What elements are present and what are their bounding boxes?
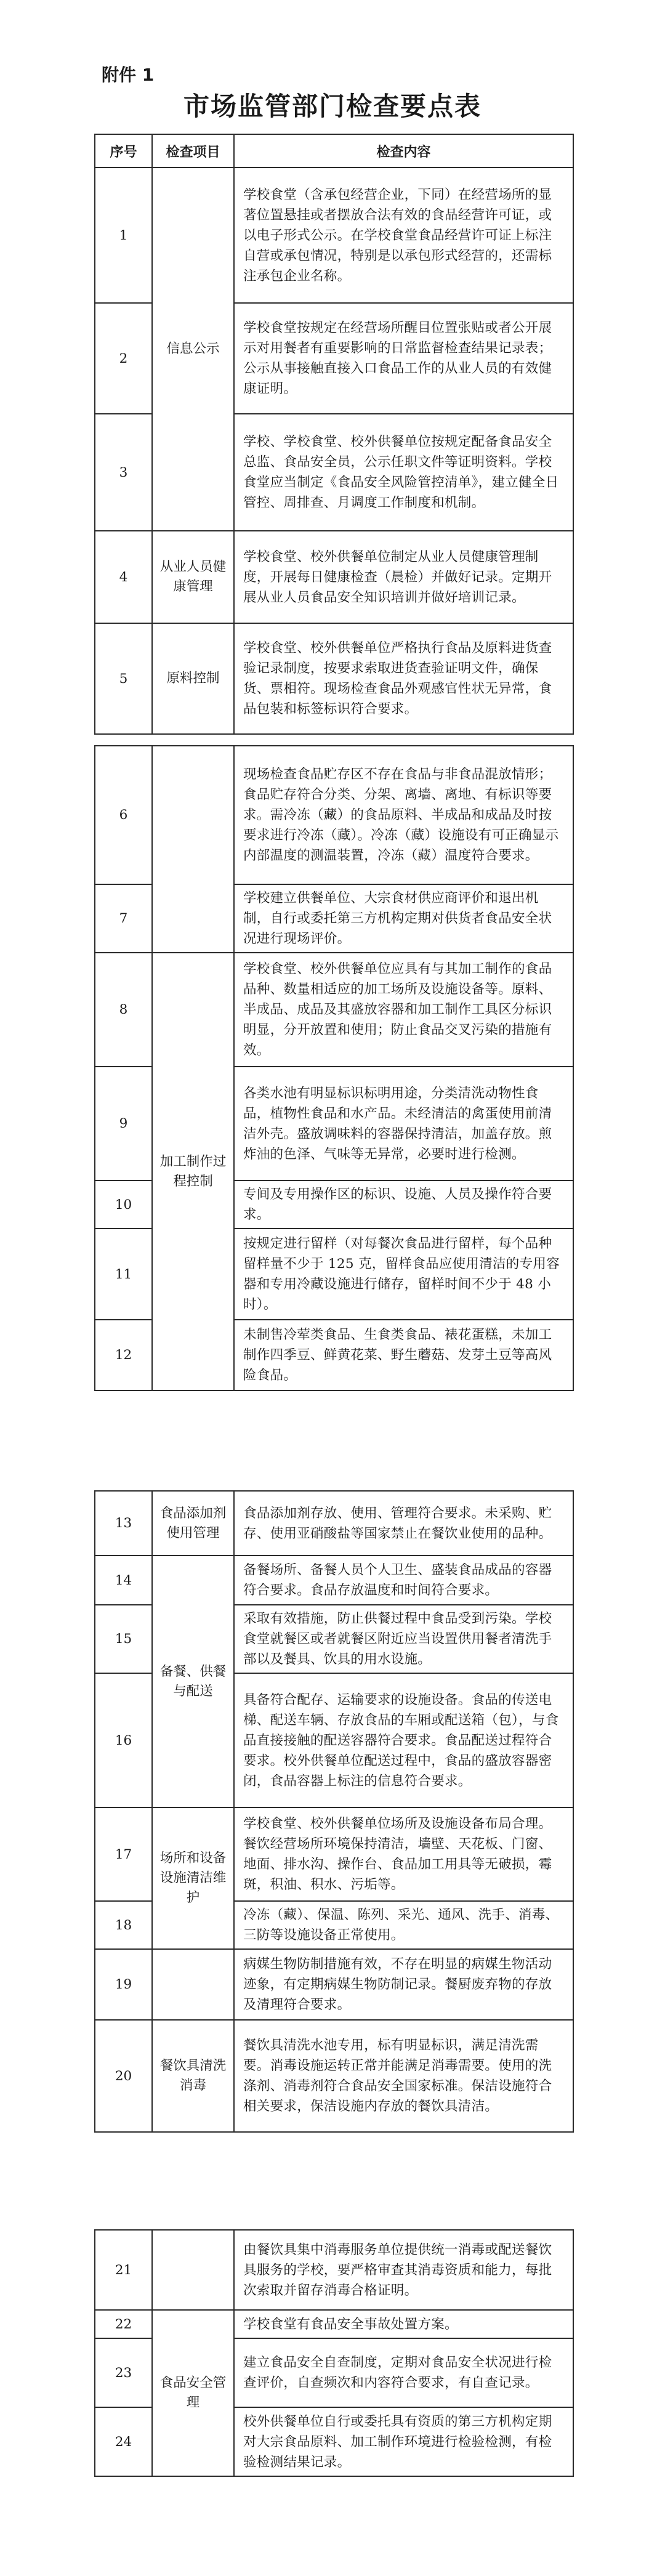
category-cell: 场所和设备设施清洁维护 [152,1807,234,1949]
header-no: 序号 [95,134,152,168]
inspection-table-part-3 [94,1490,574,2133]
category-cell: 餐饮具清洗消毒 [152,2020,234,2132]
row-number: 12 [95,1320,152,1391]
row-number: 6 [95,746,152,884]
row-content: 学校食堂（含承包经营企业，下同）在经营场所的显著位置悬挂或者摆放合法有效的食品经营许可证，或以电子形式公示。在学校食堂食品经营许可证上标注自营或承包情况，特别是以承包形式经营的，还需标注承包企业名称。 [234,168,573,303]
row-number: 3 [95,414,152,531]
table-row [95,168,573,303]
row-number: 5 [95,623,152,734]
category-cell: 食品添加剂使用管理 [152,1491,234,1556]
table-row [95,1949,573,2020]
row-number: 14 [95,1556,152,1605]
table-header-row [95,134,573,168]
category-cell: 从业人员健康管理 [152,531,234,623]
row-number: 21 [95,2230,152,2310]
row-content: 学校食堂按规定在经营场所醒目位置张贴或者公开展示对用餐者有重要影响的日常监督检查结果记录表；公示从事接触直接入口食品工作的从业人员的有效健康证明。 [234,303,573,414]
table-row [95,531,573,623]
row-content: 学校建立供餐单位、大宗食材供应商评价和退出机制，自行或委托第三方机构定期对供货者食品安全状况进行现场评价。 [234,884,573,953]
category-cell: 原料控制 [152,623,234,734]
category-cell-empty [152,746,234,953]
row-number: 15 [95,1605,152,1673]
table-row [95,1491,573,1556]
table-row [95,1807,573,1901]
row-content: 现场检查食品贮存区不存在食品与非食品混放情形；食品贮存符合分类、分架、离墙、离地、有标识等要求。需冷冻（藏）的食品原料、半成品和成品及时按要求进行冷冻（藏）。冷冻（藏）设施设有可正确显示内部温度的测温装置，冷冻（藏）温度符合要求。 [234,746,573,884]
row-number: 7 [95,884,152,953]
row-content: 学校、学校食堂、校外供餐单位按规定配备食品安全总监、食品安全员，公示任职文件等证明资料。学校食堂应当制定《食品安全风险管控清单》，建立健全日管控、周排查、月调度工作制度和机制。 [234,414,573,531]
category-cell-empty [152,2230,234,2310]
row-content: 由餐饮具集中消毒服务单位提供统一消毒或配送餐饮具服务的学校，要严格审查其消毒资质和能力，每批次索取并留存消毒合格证明。 [234,2230,573,2310]
row-number: 10 [95,1181,152,1229]
row-number: 18 [95,1901,152,1949]
row-number: 1 [95,168,152,303]
row-number: 20 [95,2020,152,2132]
category-cell: 备餐、供餐与配送 [152,1556,234,1807]
row-number: 23 [95,2338,152,2407]
row-number: 13 [95,1491,152,1556]
table-row [95,953,573,1067]
category-cell: 信息公示 [152,168,234,531]
category-cell-empty [152,1949,234,2020]
row-content: 备餐场所、备餐人员个人卫生、盛装食品成品的容器符合要求。食品存放温度和时间符合要求。 [234,1556,573,1605]
page-title: 市场监管部门检查要点表 [183,91,482,121]
row-number: 9 [95,1067,152,1181]
row-content: 未制售冷荤类食品、生食类食品、裱花蛋糕，未加工制作四季豆、鲜黄花菜、野生蘑菇、发芽土豆等高风险食品。 [234,1320,573,1391]
category-cell: 食品安全管理 [152,2310,234,2476]
table-row [95,623,573,734]
table-row [95,2310,573,2338]
category-cell: 加工制作过程控制 [152,953,234,1391]
row-number: 8 [95,953,152,1067]
row-content: 餐饮具清洗水池专用，标有明显标识，满足清洗需要。消毒设施运转正常并能满足消毒需要。使用的洗涤剂、消毒剂符合食品安全国家标准。保洁设施符合相关要求，保洁设施内存放的餐饮具清洁。 [234,2020,573,2132]
row-content: 按规定进行留样（对每餐次食品进行留样，每个品种留样量不少于 125 克，留样食品应使用清洁的专用容器和专用冷藏设施进行储存，留样时间不少于 48 小时）。 [234,1229,573,1320]
attachment-label: 附件 1 [102,65,155,85]
table-row [95,1556,573,1605]
row-content: 学校食堂有食品安全事故处置方案。 [234,2310,573,2338]
row-content: 学校食堂、校外供餐单位严格执行食品及原料进货查验记录制度，按要求索取进货查验证明文件，确保货、票相符。现场检查食品外观感官性状无异常，食品包装和标签标识符合要求。 [234,623,573,734]
row-content: 专间及专用操作区的标识、设施、人员及操作符合要求。 [234,1181,573,1229]
header-item: 检查项目 [152,134,234,168]
row-content: 病媒生物防制措施有效，不存在明显的病媒生物活动迹象，有定期病媒生物防制记录。餐厨废弃物的存放及清理符合要求。 [234,1949,573,2020]
row-number: 22 [95,2310,152,2338]
inspection-table-part-2 [94,745,574,1391]
row-number: 4 [95,531,152,623]
row-number: 24 [95,2407,152,2476]
row-content: 具备符合配存、运输要求的设施设备。食品的传送电梯、配送车辆、存放食品的车厢或配送箱（包），与食品直接接触的配送容器符合要求。食品配送过程符合要求。校外供餐单位配送过程中，食品的盛放容器密闭，食品容器上标注的信息符合要求。 [234,1673,573,1807]
table-row [95,2020,573,2132]
row-content: 各类水池有明显标识标明用途，分类清洗动物性食品，植物性食品和水产品。未经清洁的禽蛋使用前清洁外壳。盛放调味料的容器保持清洁，加盖存放。煎炸油的色泽、气味等无异常，必要时进行检测。 [234,1067,573,1181]
row-content: 学校食堂、校外供餐单位应具有与其加工制作的食品品种、数量相适应的加工场所及设施设备等。原料、半成品、成品及其盛放容器和加工制作工具区分标识明显，分开放置和使用；防止食品交叉污染的措施有效。 [234,953,573,1067]
table-row [95,2230,573,2310]
header-content: 检查内容 [234,134,573,168]
inspection-table-part-4 [94,2229,574,2477]
row-number: 19 [95,1949,152,2020]
row-content: 校外供餐单位自行或委托具有资质的第三方机构定期对大宗食品原料、加工制作环境进行检验检测，有检验检测结果记录。 [234,2407,573,2476]
table-row [95,746,573,884]
inspection-table-part-1 [94,134,574,735]
row-number: 2 [95,303,152,414]
row-content: 食品添加剂存放、使用、管理符合要求。未采购、贮存、使用亚硝酸盐等国家禁止在餐饮业使用的品种。 [234,1491,573,1556]
row-number: 17 [95,1807,152,1901]
row-number: 16 [95,1673,152,1807]
row-content: 采取有效措施，防止供餐过程中食品受到污染。学校食堂就餐区或者就餐区附近应当设置供用餐者清洗手部以及餐具、饮具的用水设施。 [234,1605,573,1673]
row-number: 11 [95,1229,152,1320]
row-content: 建立食品安全自查制度，定期对食品安全状况进行检查评价，自查频次和内容符合要求，有自查记录。 [234,2338,573,2407]
row-content: 冷冻（藏）、保温、陈列、采光、通风、洗手、消毒、三防等设施设备正常使用。 [234,1901,573,1949]
row-content: 学校食堂、校外供餐单位制定从业人员健康管理制度，开展每日健康检查（晨检）并做好记录。定期开展从业人员食品安全知识培训并做好培训记录。 [234,531,573,623]
row-content: 学校食堂、校外供餐单位场所及设施设备布局合理。餐饮经营场所环境保持清洁，墙壁、天花板、门窗、地面、排水沟、操作台、食品加工用具等无破损，霉斑，积油、积水、污垢等。 [234,1807,573,1901]
